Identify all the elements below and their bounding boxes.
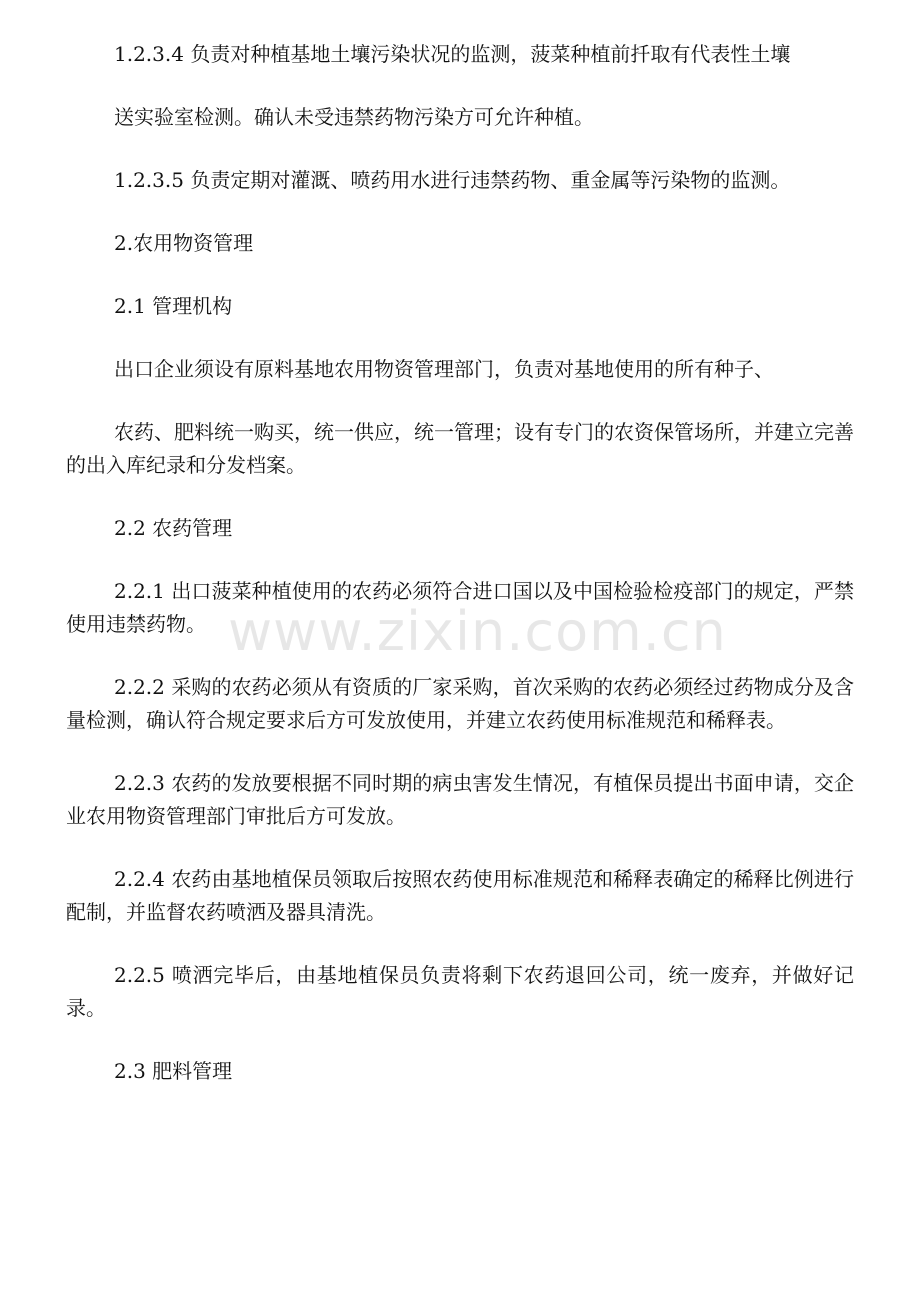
paragraph-soil-lab-test: 送实验室检测。确认未受违禁药物污染方可允许种植。 [114, 105, 594, 129]
paragraph-1-2-3-4: 1.2.3.4 负责对种植基地土壤污染状况的监测，菠菜种植前扦取有代表性土壤 [114, 42, 791, 66]
paragraph-2-2-1: 2.2.1 出口菠菜种植使用的农药必须符合进口国以及中国检验检疫部门的规定，严禁使用违禁药物。 [66, 579, 854, 636]
paragraph-2-2-3: 2.2.3 农药的发放要根据不同时期的病虫害发生情况，有植保员提出书面申请，交企业农用物资管理部门审批后方可发放。 [66, 771, 854, 828]
heading-2-3-fertilizer-mgmt: 2.3 肥料管理 [114, 1059, 233, 1083]
heading-2-2-pesticide-mgmt: 2.2 农药管理 [114, 516, 233, 540]
paragraph-2-2-5: 2.2.5 喷洒完毕后，由基地植保员负责将剩下农药退回公司，统一废弃，并做好记录。 [66, 963, 854, 1020]
watermark-text: www.zixin.com.cn [228, 600, 727, 663]
heading-2-agri-supplies: 2.农用物资管理 [114, 231, 254, 255]
paragraph-supplies-department: 出口企业须设有原料基地农用物资管理部门，负责对基地使用的所有种子、 [114, 357, 774, 381]
paragraph-unified-purchase: 农药、肥料统一购买，统一供应，统一管理；设有专门的农资保管场所，并建立完善的出入库纪录和分发档案。 [66, 420, 854, 477]
paragraph-1-2-3-5: 1.2.3.5 负责定期对灌溉、喷药用水进行违禁药物、重金属等污染物的监测。 [114, 168, 791, 192]
paragraph-2-2-2: 2.2.2 采购的农药必须从有资质的厂家采购，首次采购的农药必须经过药物成分及含量检测，确认符合规定要求后方可发放使用，并建立农药使用标准规范和稀释表。 [66, 675, 854, 732]
paragraph-2-2-4: 2.2.4 农药由基地植保员领取后按照农药使用标准规范和稀释表确定的稀释比例进行配制，并监督农药喷洒及器具清洗。 [66, 867, 854, 924]
heading-2-1-management-org: 2.1 管理机构 [114, 294, 233, 318]
